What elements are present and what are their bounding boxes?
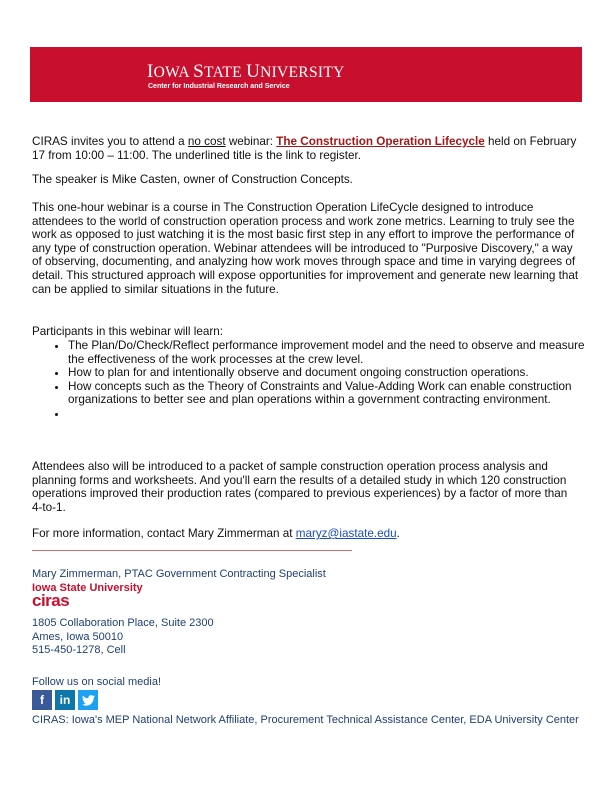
twitter-icon[interactable] bbox=[78, 690, 98, 710]
list-item: • How to plan for and intentionally observe and document ongoing construction operations. bbox=[68, 366, 598, 380]
attendees-paragraph: Attendees also will be introduced to a packet of sample construction operation process analysis and planning forms and worksheets. And you'll earn the results of a detailed study in which 120 construction operations improved their production rates (compared to previous experiences) by a factor of more than 4-to-1. bbox=[32, 460, 568, 514]
address-line-1: 1805 Collaboration Place, Suite 2300 bbox=[32, 617, 214, 629]
signature-org: Iowa State University bbox=[32, 582, 143, 594]
signature-footer: CIRAS: Iowa's MEP National Network Affiliate, Procurement Technical Assistance Center, EDA University Center bbox=[32, 714, 579, 726]
header-banner bbox=[30, 47, 582, 102]
social-icons bbox=[32, 690, 98, 710]
list-item bbox=[68, 407, 598, 421]
signature-name-title: Mary Zimmerman, PTAC Government Contracting Specialist bbox=[32, 568, 326, 580]
phone-number: 515-450-1278, Cell bbox=[32, 644, 126, 656]
university-logo-text: IOWA STATE UNIVERSITY bbox=[147, 61, 345, 82]
signature-address bbox=[32, 617, 214, 658]
banner-subtitle: Center for Industrial Research and Service bbox=[148, 83, 290, 90]
learn-heading: Participants in this webinar will learn: bbox=[32, 325, 223, 338]
no-cost-text: no cost bbox=[187, 135, 226, 148]
address-line-2: Ames, Iowa 50010 bbox=[32, 630, 124, 643]
list-item: • How concepts such as the Theory of Constraints and Value-Adding Work can enable construction organizations to better see and plan operations within a government contracting environment. bbox=[68, 380, 598, 407]
email-link[interactable]: maryz@iastate.edu bbox=[295, 527, 397, 540]
description-paragraph: This one-hour webinar is a course in The Construction Operation LifeCycle designed to introduce attendees to the world of construction operation process and work zone metrics. Learning to truly see the work as opposed to just watching it is the most basic first step in any effort to improve the performance of any type of construction operation. Webinar attendees will be introduced to "Purposive Discovery," a way of observing, documenting, and analyzing how work moves through space and time in varying degrees of detail. This structured approach will expose opportunities for improvement and generate new learning that can be applied to similar situations in the future. bbox=[32, 201, 579, 296]
intro-paragraph: CIRAS invites you to attend a no cost webinar: The Construction Operation Lifecycle held on February 17 from 10:00 – 11:00. The underlined title is the link to register. bbox=[32, 135, 577, 162]
list-item: • The Plan/Do/Check/Reflect performance improvement model and the need to observe and measure the effectiveness of the work processes at the crew level. bbox=[68, 339, 598, 366]
signature-divider bbox=[32, 550, 352, 551]
ciras-logo: ciras bbox=[32, 591, 70, 610]
social-follow-text: Follow us on social media! bbox=[32, 676, 162, 688]
contact-paragraph: For more information, contact Mary Zimmerman at maryz@iastate.edu. bbox=[32, 527, 400, 540]
learn-list bbox=[48, 339, 598, 421]
linkedin-icon[interactable]: in bbox=[55, 690, 75, 710]
speaker-paragraph: The speaker is Mike Casten, owner of Construction Concepts. bbox=[32, 173, 353, 186]
facebook-icon[interactable]: f bbox=[32, 690, 52, 710]
webinar-register-link[interactable]: The Construction Operation Lifecycle bbox=[276, 135, 485, 148]
